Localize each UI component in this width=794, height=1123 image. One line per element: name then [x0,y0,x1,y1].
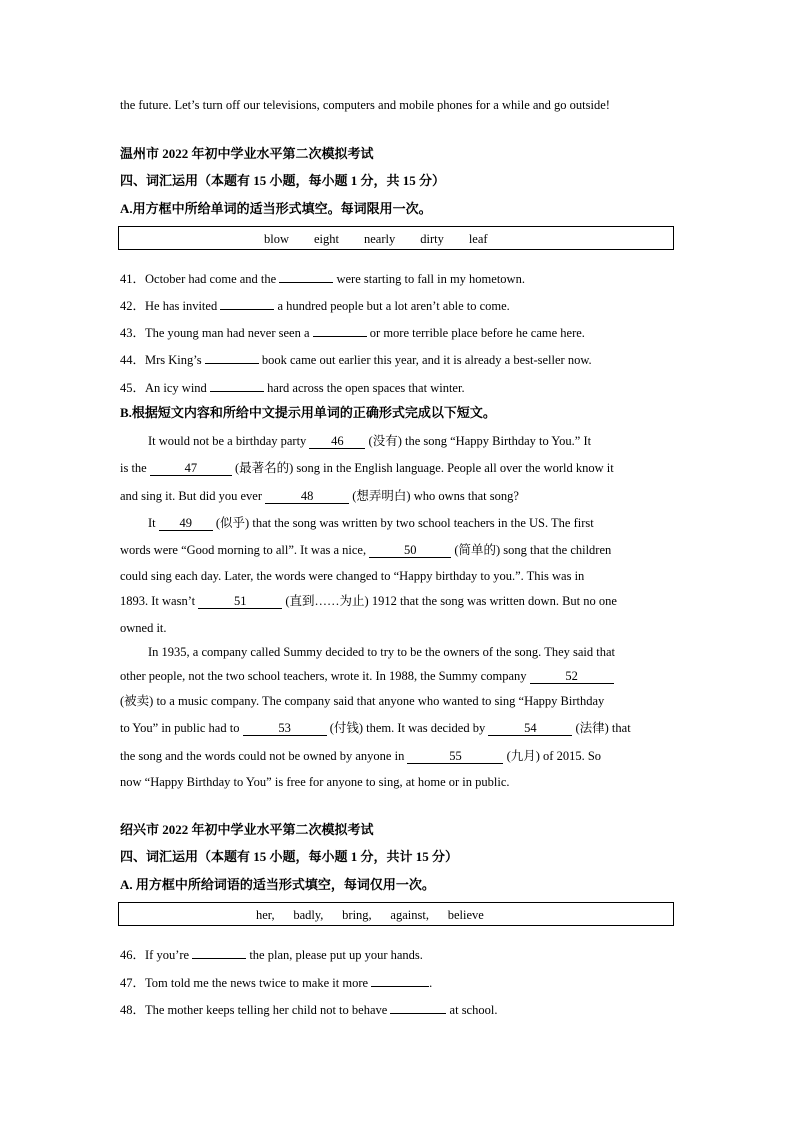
q41-blank[interactable] [279,270,333,283]
q45-text-after: hard across the open spaces that winter. [263,381,465,395]
q48-text-after: at school. [446,1003,498,1017]
q42-blank[interactable] [220,297,274,310]
question-46 [120,946,676,963]
blank-52[interactable]: 52 [530,669,614,684]
p1-l3-text-b: (想弄明白) who owns that song? [349,489,519,503]
p1-line3 [120,488,676,504]
intro-line: the future. Let’s turn off our televisions, computers and mobile phones for a while and go outside! [120,98,610,112]
q47-text-before: 47．Tom told me the news twice to make it more [120,976,372,990]
blank-50[interactable]: 50 [369,543,451,558]
p3-l4-text-a: to You” in public had to [120,721,243,735]
p1-l1-text-a: It would not be a birthday party [148,434,310,448]
p1-line1 [148,433,676,449]
q42-text-after: a hundred people but a lot aren’t able to come. [274,299,510,313]
p1-l2-text-b: (最著名的) song in the English language. People all over the world know it [231,461,614,475]
word-box-words: her, badly, bring, against, believe [256,908,484,922]
question-44 [120,351,676,368]
blank-48[interactable]: 48 [265,489,349,504]
blank-51[interactable]: 51 [198,594,282,609]
p3-l4-text-c: (法律) that [572,721,631,735]
q44-text-before: 44．Mrs King’s [120,353,205,367]
p3-l5-text-a: the song and the words could not be owned by anyone in [120,749,408,763]
q44-text-after: book came out earlier this year, and it is already a best-seller now. [258,353,592,367]
section1-part-heading: 四、词汇运用（本题有 15 小题，每小题 1 分，共 15 分） [120,173,446,188]
section1-word-box [118,226,674,250]
section2-part-heading: 四、词汇运用（本题有 15 小题，每小题 1 分，共计 15 分） [120,849,459,864]
p2-l4-text-a: 1893. It wasn’t [120,594,199,608]
section2-instruction-a: A. 用方框中所给词语的适当形式填空，每词仅用一次。 [120,877,435,892]
p3-line3: (被卖) to a music company. The company said that anyone who wanted to sing “Happy Birthday [120,694,605,708]
q48-text-before: 48．The mother keeps telling her child not to behave [120,1003,391,1017]
q41-text-after: were starting to fall in my hometown. [333,272,525,286]
q43-blank[interactable] [313,324,367,337]
p3-line2 [120,668,676,684]
p1-line2 [120,460,676,476]
q47-blank[interactable] [371,974,429,987]
blank-55[interactable]: 55 [407,749,503,764]
p3-line1: In 1935, a company called Summy decided to try to be the owners of the song. They said that [148,645,616,659]
section1-instruction-b: B.根据短文内容和所给中文提示用单词的正确形式完成以下短文。 [120,405,496,420]
q43-text-after: or more terrible place before he came here. [366,326,585,340]
p2-line1 [148,515,676,531]
p2-l1-text-b: (似乎) that the song was written by two school teachers in the US. The first [212,516,594,530]
q44-blank[interactable] [205,351,259,364]
p2-line2 [120,542,676,558]
blank-54[interactable]: 54 [488,721,572,736]
p2-line5: owned it. [120,621,167,635]
blank-53[interactable]: 53 [243,721,327,736]
q41-text-before: 41．October had come and the [120,272,280,286]
q46-text-after: the plan, please put up your hands. [246,948,423,962]
section2-title: 绍兴市 2022 年初中学业水平第二次模拟考试 [120,822,374,837]
q46-blank[interactable] [192,946,246,959]
section1-instruction-a: A.用方框中所给单词的适当形式填空。每词限用一次。 [120,201,432,216]
section1-title: 温州市 2022 年初中学业水平第二次模拟考试 [120,146,374,161]
p1-l1-text-b: (没有) the song “Happy Birthday to You.” It [365,434,592,448]
p1-l3-text-a: and sing it. But did you ever [120,489,266,503]
q47-text-after: . [429,976,433,990]
section2-word-box [118,902,674,926]
p3-line5 [120,748,676,764]
blank-47[interactable]: 47 [150,461,232,476]
question-47 [120,974,676,991]
blank-49[interactable]: 49 [159,516,213,531]
q42-text-before: 42．He has invited [120,299,221,313]
p3-l4-text-b: (付钱) them. It was decided by [326,721,489,735]
q46-text-before: 46．If you’re [120,948,193,962]
question-43 [120,324,676,341]
word-box-words: blow eight nearly dirty leaf [264,232,488,246]
p3-l2-text-a: other people, not the two school teachers, wrote it. In 1988, the Summy company [120,669,530,683]
p3-l5-text-b: (九月) of 2015. So [503,749,602,763]
p2-line4 [120,593,676,609]
p2-l2-text-a: words were “Good morning to all”. It was a nice, [120,543,370,557]
question-48 [120,1001,676,1018]
p2-l1-text-a: It [148,516,159,530]
question-41 [120,270,676,287]
p2-l4-text-b: (直到……为止) 1912 that the song was written down. But no one [282,594,617,608]
p3-line4 [120,720,676,736]
p2-line3: could sing each day. Later, the words were changed to “Happy birthday to you.”. This was in [120,569,585,583]
q45-blank[interactable] [210,379,264,392]
q43-text-before: 43．The young man had never seen a [120,326,313,340]
p2-l2-text-b: (简单的) song that the children [451,543,612,557]
question-45 [120,379,676,396]
blank-46[interactable]: 46 [309,434,365,449]
question-42 [120,297,676,314]
p1-l2-text-a: is the [120,461,150,475]
q45-text-before: 45．An icy wind [120,381,210,395]
q48-blank[interactable] [390,1001,446,1014]
p3-line6: now “Happy Birthday to You” is free for anyone to sing, at home or in public. [120,775,510,789]
